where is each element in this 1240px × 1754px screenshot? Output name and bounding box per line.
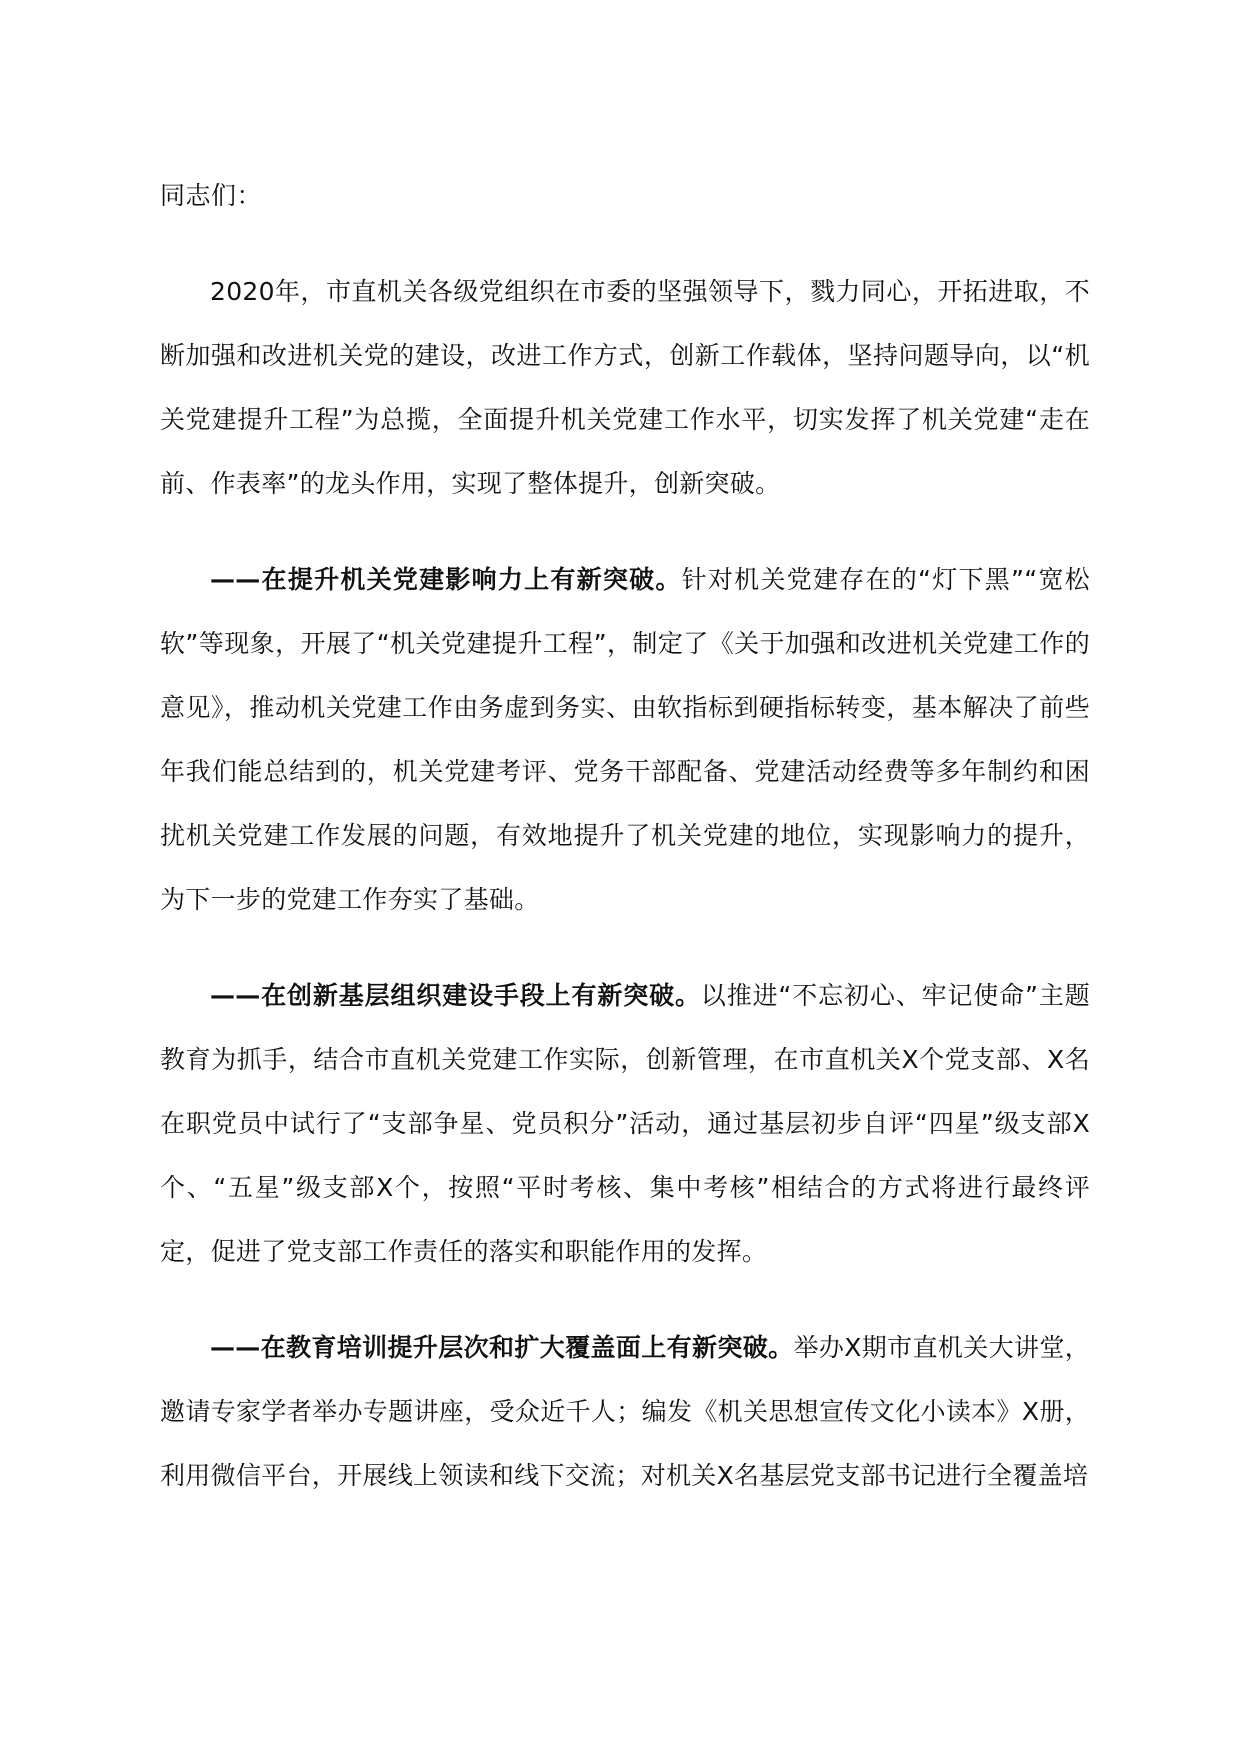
document-body xyxy=(160,164,1090,1508)
paragraph-intro xyxy=(160,260,1090,516)
paragraph-text: 以推进“不忘初心、牢记使命”主题教育为抓手，结合市直机关党建工作实际，创新管理，在市直机关X个党支部、X名在职党员中试行了“支部争星、党员积分”活动，通过基层初步自评“四星”级支部X个、“五星”级支部X个，按照“平时考核、集中考核”相结合的方式将进行最终评定，促进了党支部工作责任的落实和职能作用的发挥。 xyxy=(160,981,1090,1266)
paragraph-text: 2020年，市直机关各级党组织在市委的坚强领导下，戮力同心，开拓进取，不断加强和改进机关党的建设，改进工作方式，创新工作载体，坚持问题导向，以“机关党建提升工程”为总揽，全面提升机关党建工作水平，切实发挥了机关党建“走在前、作表率”的龙头作用，实现了整体提升，创新突破。 xyxy=(160,277,1090,498)
paragraph-influence xyxy=(160,548,1090,932)
paragraph-text: 针对机关党建存在的“灯下黑”“宽松软”等现象，开展了“机关党建提升工程”，制定了《关于加强和改进机关党建工作的意见》，推动机关党建工作由务虚到务实、由软指标到硬指标转变，基本解决了前些年我们能总结到的，机关党建考评、党务干部配备、党建活动经费等多年制约和困扰机关党建工作发展的问题，有效地提升了机关党建的地位，实现影响力的提升，为下一步的党建工作夯实了基础。 xyxy=(160,565,1090,914)
paragraph-text: 举办X期市直机关大讲堂，邀请专家学者举办专题讲座，受众近千人；编发《机关思想宣传文化小读本》X册，利用微信平台，开展线上领读和线下交流；对机关X名基层党支部书记进行全覆盖培 xyxy=(160,1333,1090,1490)
greeting: 同志们： xyxy=(160,181,263,210)
paragraph-lead: ——在教育培训提升层次和扩大覆盖面上有新突破。 xyxy=(210,1333,794,1362)
paragraph-training xyxy=(160,1316,1090,1508)
paragraph-lead: ——在创新基层组织建设手段上有新突破。 xyxy=(210,981,701,1010)
paragraph-lead: ——在提升机关党建影响力上有新突破。 xyxy=(210,565,682,594)
paragraph-grassroots xyxy=(160,964,1090,1284)
